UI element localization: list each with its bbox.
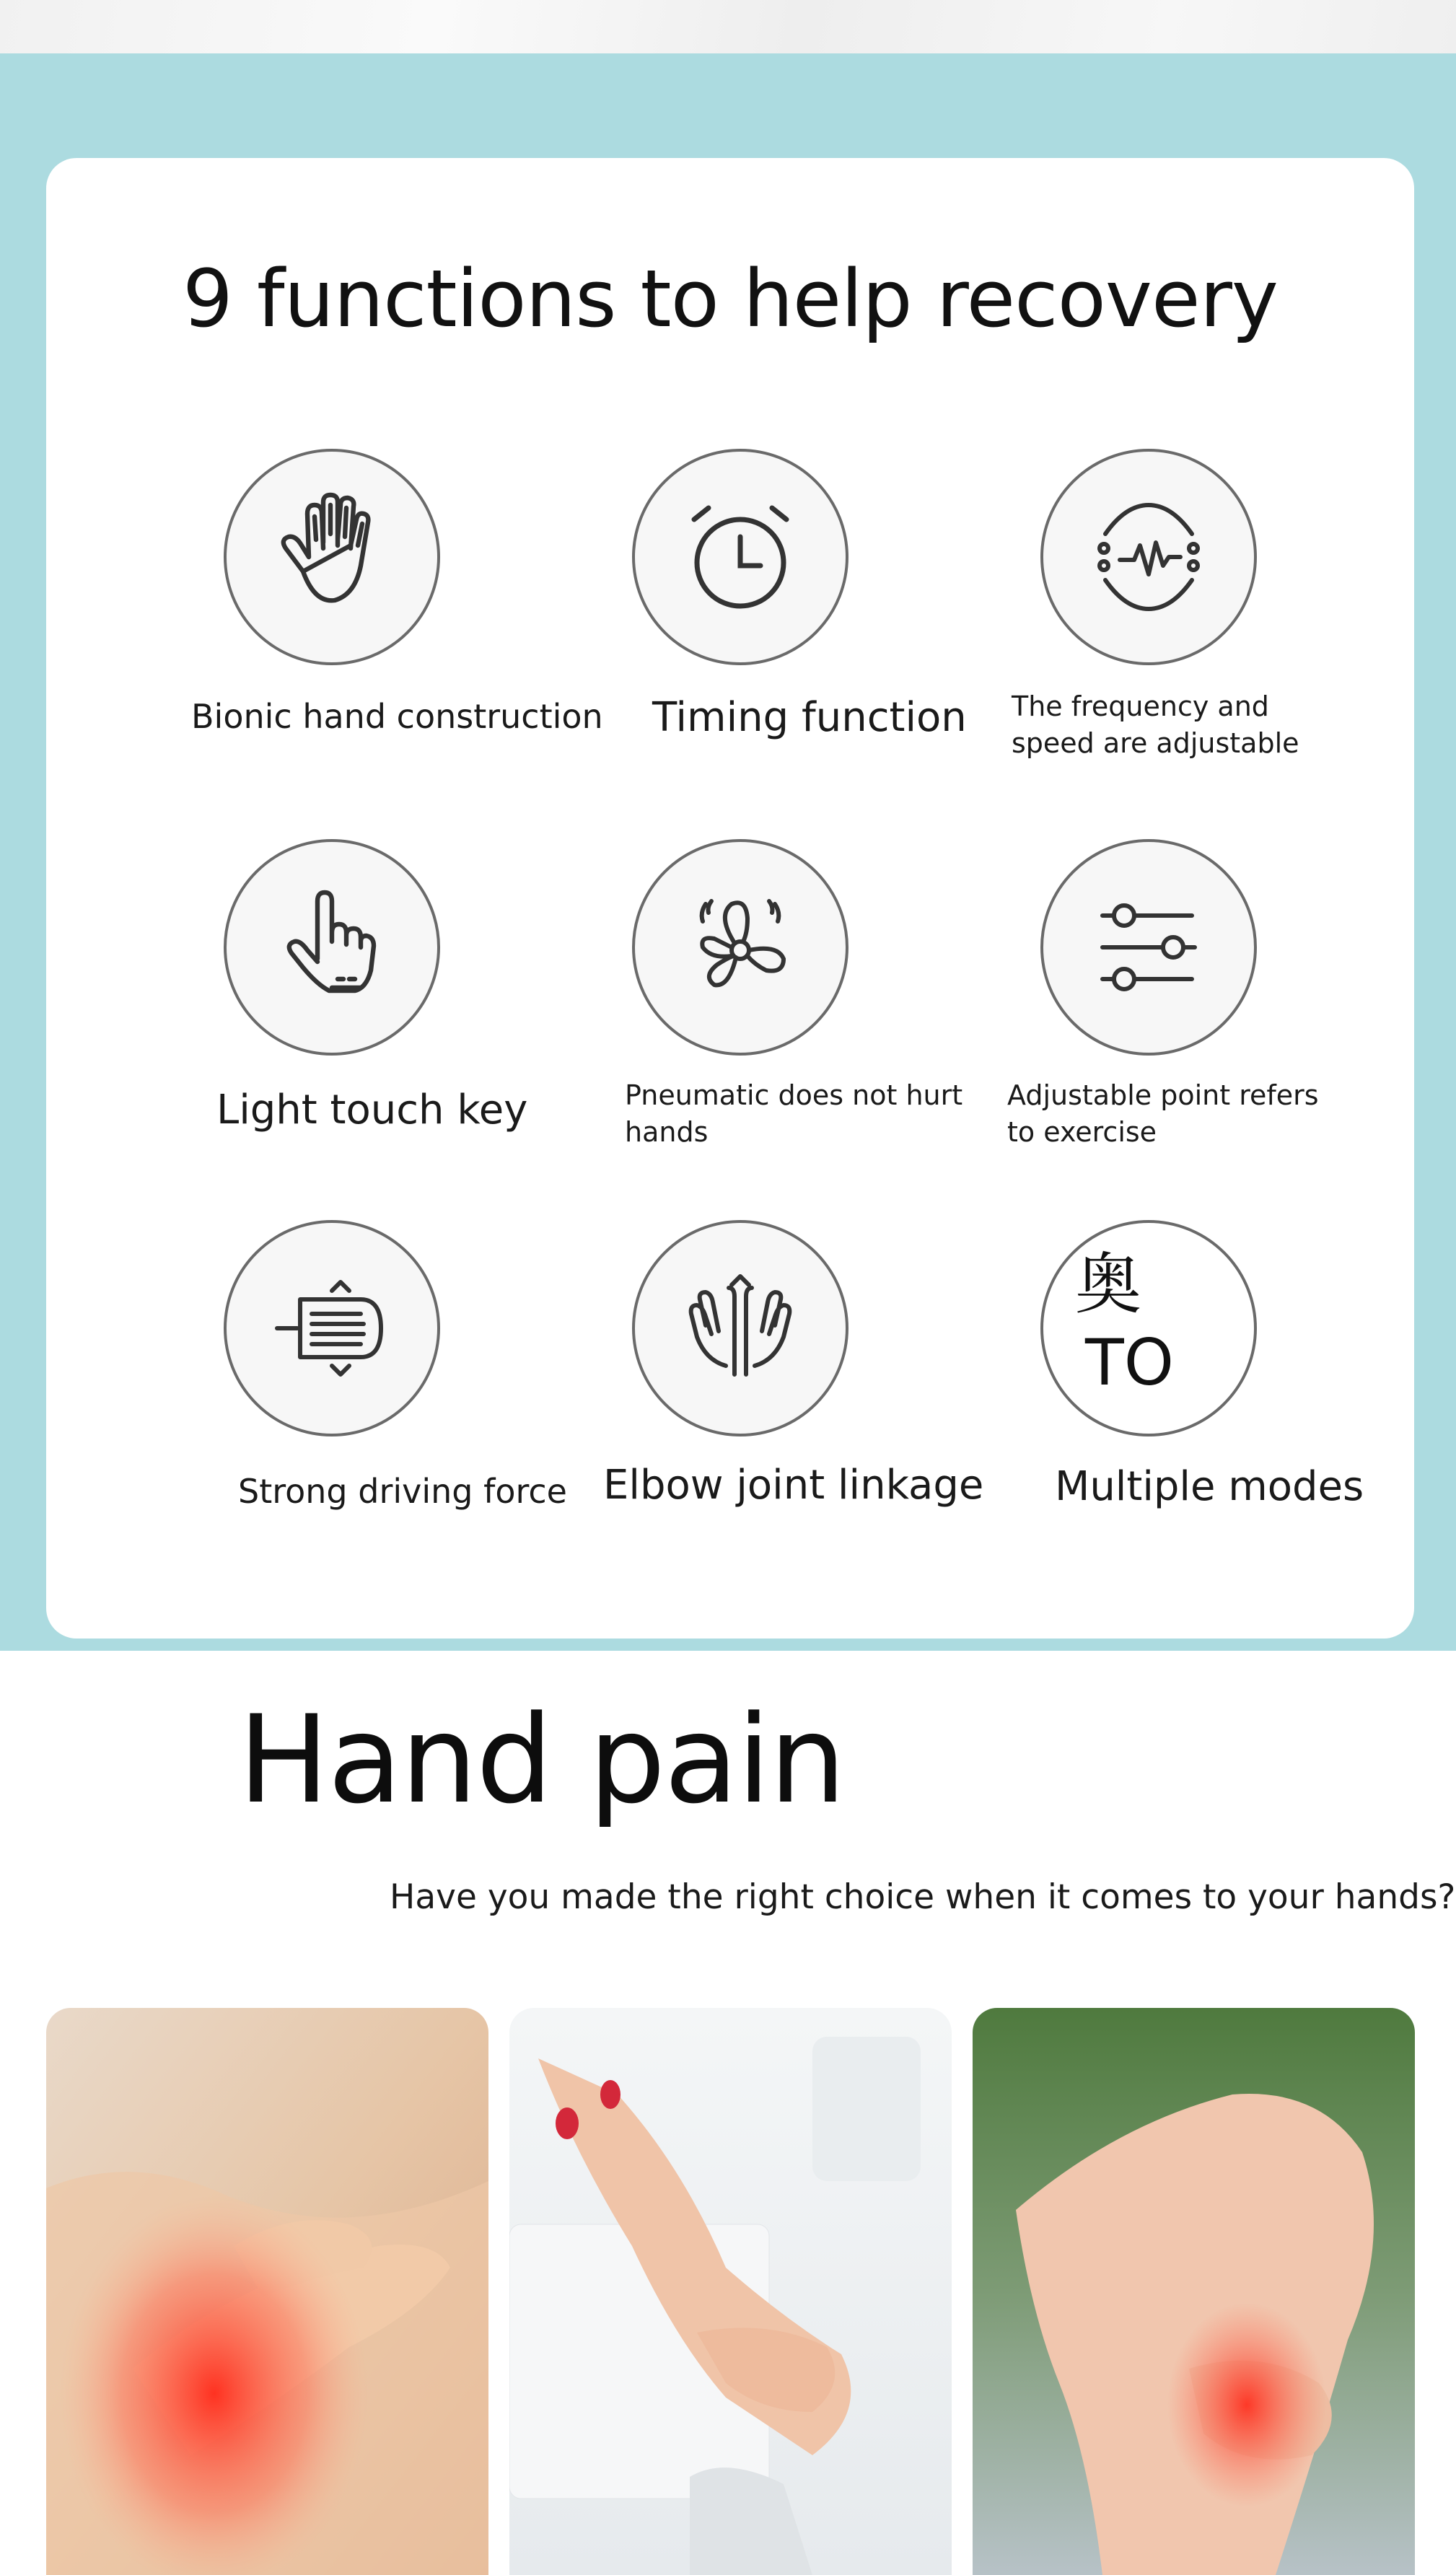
- feature-multiple-modes: [1040, 1220, 1444, 1581]
- feature-label: Elbow joint linkage: [603, 1462, 984, 1509]
- feature-elbow-linkage: [603, 1220, 1036, 1581]
- alarm-clock-icon: [632, 449, 848, 665]
- feature-light-touch: [216, 839, 628, 1200]
- feature-label: Multiple modes: [1055, 1463, 1364, 1510]
- feature-label: Adjustable point refers to exercise: [1007, 1079, 1319, 1149]
- sliders-icon: [1040, 839, 1257, 1056]
- feature-label: Timing function: [652, 694, 967, 741]
- hand-pain-title: Hand pain: [238, 1689, 845, 1830]
- features-section: [0, 53, 1456, 1651]
- feature-label: Pneumatic does not hurt hands: [625, 1079, 963, 1149]
- feature-driving-force: [224, 1220, 628, 1581]
- feature-frequency: [1012, 449, 1444, 810]
- feature-timing: [632, 449, 1036, 810]
- pointing-finger-icon: [224, 839, 440, 1056]
- modes-icon: [1040, 1220, 1257, 1436]
- top-decorative-strip: [0, 0, 1456, 53]
- hands-icon: [632, 1220, 848, 1436]
- modes-glyph: 奥: [1075, 1246, 1142, 1323]
- hand-icon: [224, 449, 440, 665]
- features-card: [46, 158, 1414, 1639]
- photo-hand-pain-2: [509, 2008, 952, 2575]
- feature-label: Bionic hand construction: [191, 697, 603, 736]
- motor-icon: [224, 1220, 440, 1436]
- hand-pain-subtitle: Have you made the right choice when it comes to your hands?: [390, 1877, 1456, 1917]
- photo-hand-pain-1: [46, 2008, 488, 2575]
- modes-text: TO: [1085, 1325, 1175, 1400]
- feature-pneumatic: [625, 839, 1036, 1200]
- heartbeat-wave-icon: [1040, 449, 1257, 665]
- feature-label: Strong driving force: [238, 1472, 567, 1511]
- photo-hand-pain-3: [973, 2008, 1415, 2575]
- feature-label: Light touch key: [216, 1087, 528, 1133]
- fan-icon: [632, 839, 848, 1056]
- feature-adjustable-point: [1007, 839, 1444, 1200]
- feature-label: The frequency and speed are adjustable: [1012, 690, 1299, 760]
- feature-bionic-hand: [191, 449, 628, 810]
- features-title: 9 functions to help recovery: [182, 253, 1279, 345]
